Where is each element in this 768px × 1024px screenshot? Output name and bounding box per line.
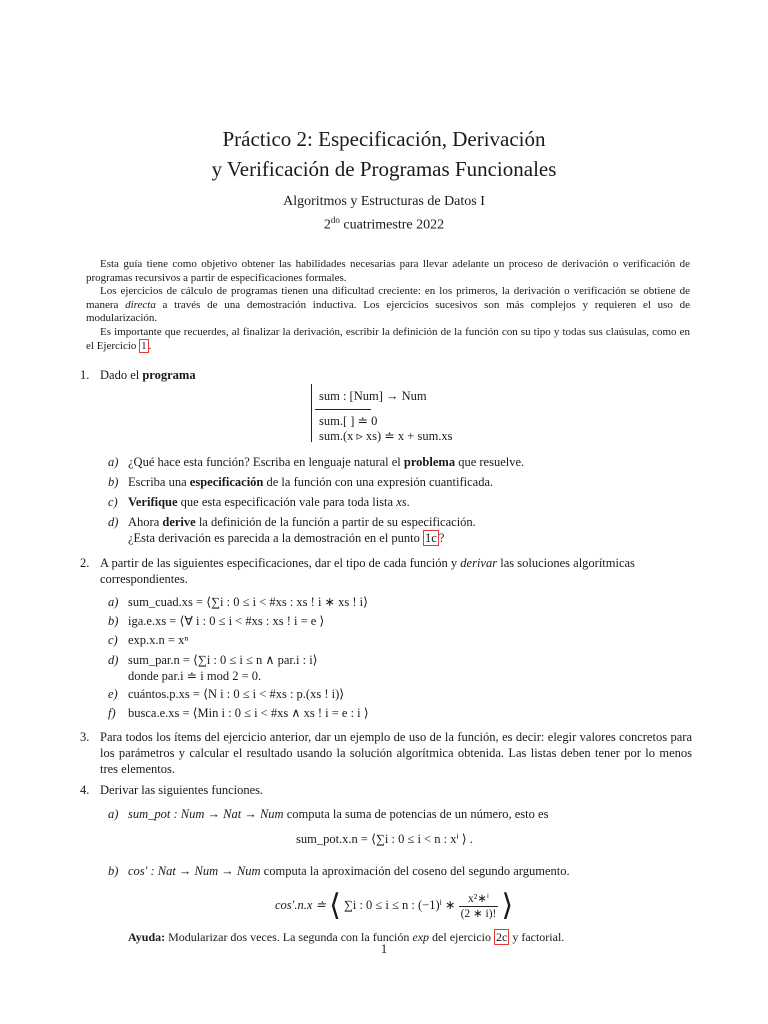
ex2-item-c: c) exp.x.n = xⁿ [108,633,189,647]
program-box [311,384,511,444]
ex4-item-b: b) cos' : Nat → Num → Num computa la aproximación del coseno del segundo argumento. [108,864,570,878]
ex1-item-a: a) ¿Qué hace esta función? Escriba en lenguaje natural el problema que resuelve. [108,455,525,469]
ex1-item-c: c) Verifique que esta especificación vale para toda lista xs. [108,495,410,509]
hint: Ayuda: Modularizar dos veces. La segunda con la función exp del ejercicio 2c y factorial. [128,930,565,944]
exercise-link-2c[interactable]: 2c [496,930,508,944]
sum-pot-formula: sum_pot.x.n = ⟨∑i : 0 ≤ i < n : xⁱ ⟩ . [296,832,473,846]
exercise-4: 4. Derivar las siguientes funciones. [80,783,264,797]
ex4-item-a: a) sum_pot : Num → Nat → Num computa la suma de potencias de un número, esto es [108,807,549,821]
page-number: 1 [380,942,388,956]
intro-paragraph-2: Los ejercicios de cálculo de programas tienen una dificultad creciente: en los primeros, la derivación o verificación se obtiene de manera directa a través de una demostración inductiva. Los ejercicios sucesivos son más complejos y requieren el uso de modularización. [86,285,690,325]
exercise-link-1c[interactable]: 1c [425,531,437,545]
intro-paragraph-1: Esta guía tiene como objetivo obtener las habilidades necesarias para llevar adelante un proceso de derivación o verificación de programas recursivos a partir de especificaciones formales. [86,258,690,284]
ex1-item-d: d) Ahora derive la definición de la función a partir de su especificación. ¿Esta derivación es parecida a la demostración en el punto 1c ? [108,515,476,545]
ex2-item-d: d) sum_par.n = ⟨∑i : 0 ≤ i ≤ n ∧ par.i : i⟩ donde par.i ≐ i mod 2 = 0. [108,653,318,683]
title-line-2: y Verificación de Programas Funcionales [211,157,557,181]
exercise-3: 3. Para todos los ítems del ejercicio anterior, dar un ejemplo de uso de la función, es decir: elegir valores concretos para los parámetros y calcular el resultado usando la solución algorítmica obtenida. Las listas deben tener por lo menos tres elementos. [80,730,692,776]
term: $2^{do}$ cuatrimestre 2022 [323,215,445,233]
title-line-1: Práctico 2: Especificación, Derivación [222,127,546,151]
exercise-link-1[interactable]: 1 [141,339,147,352]
intro-paragraph-3: Es importante que recuerdes, al finalizar la derivación, escribir la definición de la función con su tipo y todas sus claúsulas, como en el Ejercicio 1 . [86,326,690,352]
ex2-item-b: b) iga.e.xs = ⟨∀ i : 0 ≤ i < #xs : xs ! i = e ⟩ [108,614,325,628]
program-signature: sum : [Num] → Num [319,389,427,403]
program-line-1: sum.[ ] ≐ 0 [319,414,378,428]
program-line-2: sum.(x ▹ xs) ≐ x + sum.xs [319,429,453,443]
exercise-1: 1. Dado el programa [80,368,196,382]
ex2-item-e: e) cuántos.p.xs = ⟨N i : 0 ≤ i < #xs : p.(xs ! i)⟩ [108,687,345,701]
cos-formula: cos'.n.x ≐ ⟨ ∑i : 0 ≤ i ≤ n : (−1)ⁱ ∗ $\frac{\text{x²∗ⁱ}}{(2 ∗ i)!}$ ⟩ [275,889,514,922]
ex2-item-a: a) sum_cuad.xs = ⟨∑i : 0 ≤ i < #xs : xs ! i ∗ xs ! i⟩ [108,595,369,609]
ex1-item-b: b) Escriba una especificación de la función con una expresión cuantificada. [108,475,494,489]
exercise-2: 2. A partir de las siguientes especificaciones, dar el tipo de cada función y derivar las soluciones algorítmicas correspondientes. [80,556,635,586]
course-name: Algoritmos y Estructuras de Datos I [283,194,485,209]
ex2-item-f: f) busca.e.xs = ⟨Min i : 0 ≤ i < #xs ∧ xs ! i = e : i ⟩ [108,706,369,720]
